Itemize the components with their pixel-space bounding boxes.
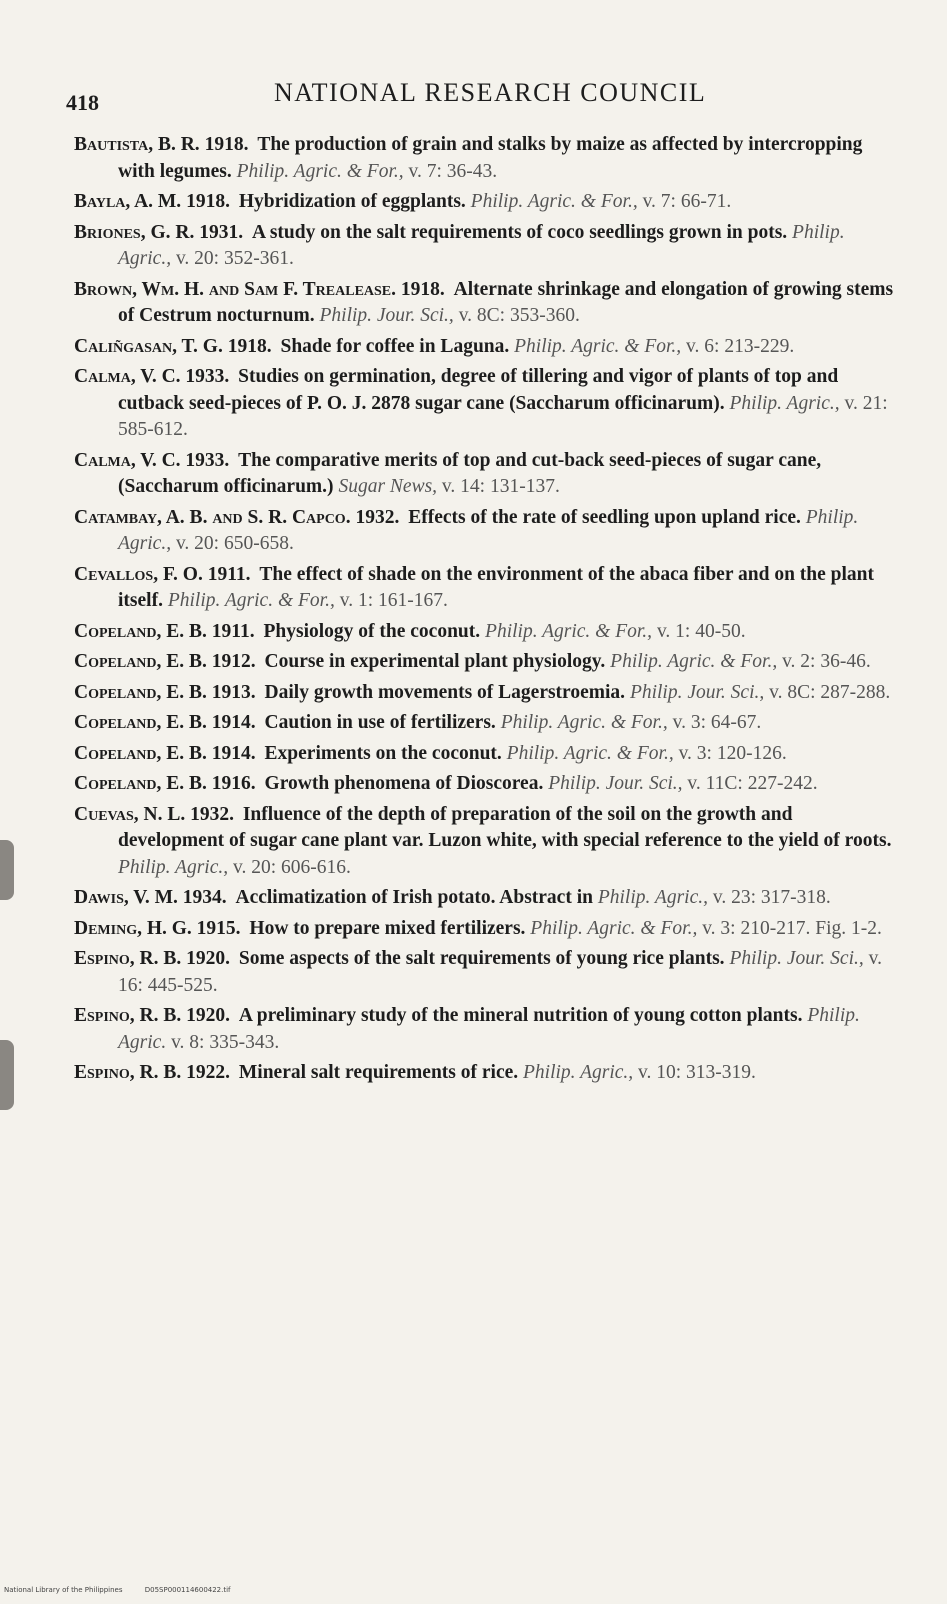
bibliography-entry — [74, 448, 894, 501]
entry-author: Copeland, E. B. — [74, 712, 207, 733]
entry-journal: Philip. Agric. & For., — [514, 335, 682, 357]
entry-citation: v. 20: 650-658. — [175, 533, 294, 554]
bibliography-entry — [74, 916, 894, 943]
entry-author: Espino, R. B. — [74, 1005, 182, 1026]
entry-year: 1914. — [211, 742, 256, 764]
entry-author: Calma, V. C. — [74, 366, 181, 387]
entry-journal: Philip. Jour. Sci., — [319, 305, 454, 326]
bibliography-entry — [74, 946, 894, 999]
entry-journal: Philip. Agric. & For., — [167, 590, 335, 611]
entry-year: 1922. — [186, 1062, 231, 1083]
bibliography-list — [74, 132, 894, 1091]
entry-author: Espino, R. B. — [74, 1062, 182, 1083]
bibliography-entry — [74, 885, 894, 912]
entry-citation: v. 16: 445-525. — [118, 948, 882, 996]
entry-author: Briones, G. R. — [74, 221, 195, 243]
entry-citation: v. 23: 317-318. — [712, 887, 831, 908]
footer-source: National Library of the Philippines — [4, 1586, 123, 1594]
bibliography-entry — [74, 334, 894, 361]
entry-citation: v. 8: 335-343. — [171, 1031, 280, 1053]
entry-journal: Philip. Agric., — [118, 221, 845, 269]
entry-journal: Philip. Agric. & For., — [610, 651, 778, 672]
entry-author: Catambay, A. B. and S. R. Capco. — [74, 506, 351, 528]
entry-title: The production of grain and stalks by maize as affected by intercropping with legumes. — [118, 134, 863, 182]
entry-author: Copeland, E. B. — [74, 773, 207, 794]
bibliography-entry — [74, 771, 894, 798]
entry-title: Mineral salt requirements of rice. — [238, 1062, 519, 1083]
entry-title: A preliminary study of the mineral nutrition of young cotton plants. — [238, 1005, 803, 1026]
entry-citation: v. 1: 40-50. — [656, 620, 746, 642]
entry-journal: Philip. Jour. Sci., — [629, 681, 765, 703]
entry-journal: Philip. Agric. & For., — [506, 742, 674, 764]
entry-title: The effect of shade on the environment of the abaca fiber and on the plant itself. — [118, 563, 875, 611]
entry-citation: v. 20: 606-616. — [233, 856, 351, 878]
entry-year: 1931. — [199, 221, 244, 243]
entry-author: Espino, R. B. — [74, 948, 182, 969]
entry-author: Copeland, E. B. — [74, 681, 207, 703]
bibliography-entry — [74, 741, 894, 768]
entry-title: Shade for coffee in Laguna. — [280, 335, 510, 357]
entry-citation: v. 7: 36-43. — [408, 160, 498, 182]
entry-journal: Philip. Jour. Sci., — [729, 948, 864, 969]
bibliography-entry — [74, 802, 894, 882]
running-head: NATIONAL RESEARCH COUNCIL — [274, 78, 707, 107]
entry-citation: v. 10: 313-319. — [638, 1062, 756, 1083]
bibliography-entry — [74, 1003, 894, 1056]
entry-journal: Philip. Agric. & For., — [236, 160, 404, 182]
entry-journal: Sugar News, — [338, 476, 438, 497]
bibliography-entry — [74, 220, 894, 273]
entry-citation: v. 8C: 353-360. — [458, 305, 580, 326]
bibliography-entry — [74, 364, 894, 444]
entry-title: Course in experimental plant physiology. — [264, 651, 606, 672]
bibliography-entry — [74, 562, 894, 615]
bibliography-entry — [74, 189, 894, 216]
entry-author: Bautista, B. R. — [74, 134, 200, 155]
entry-author: Copeland, E. B. — [74, 620, 207, 642]
bibliography-entry — [74, 277, 894, 330]
entry-journal: Philip. Agric., — [118, 856, 229, 878]
entry-title: A study on the salt requirements of coco seedlings grown in pots. — [251, 221, 788, 243]
entry-title: Studies on germination, degree of tillering and vigor of plants of top and cutback seed-pieces of P. O. J. 2878 sugar cane (Saccharum officinarum). — [118, 366, 839, 414]
bibliography-entry — [74, 619, 894, 646]
entry-title: Daily growth movements of Lagerstroemia. — [264, 681, 626, 703]
entry-year: 1911. — [207, 563, 251, 585]
footer-file: D05SP000114600422.tif — [144, 1586, 231, 1594]
entry-year: 1918. — [227, 335, 272, 357]
entry-year: 1913. — [211, 681, 256, 703]
entry-citation: v. 8C: 287-288. — [769, 681, 891, 703]
entry-citation: v. 11C: 227-242. — [687, 773, 818, 794]
entry-citation: v. 21: 585-612. — [118, 392, 888, 440]
bibliography-entry — [74, 680, 894, 707]
scan-edge-mark — [0, 1040, 14, 1110]
entry-author: Cuevas, N. L. — [74, 803, 186, 825]
scan-edge-mark — [0, 840, 14, 900]
entry-author: Dawis, V. M. — [74, 887, 178, 908]
entry-title: Influence of the depth of preparation of the soil on the growth and development of sugar cane plant var. Luzon white, with special reference to the yield of roots. — [118, 803, 892, 851]
entry-citation: v. 3: 64-67. — [672, 712, 762, 733]
entry-title: Effects of the rate of seedling upon upland rice. — [408, 506, 801, 528]
entry-journal: Philip. Agric., — [118, 506, 859, 554]
bibliography-entry — [74, 649, 894, 676]
entry-author: Cevallos, F. O. — [74, 563, 203, 585]
entry-author: Calma, V. C. — [74, 449, 181, 471]
entry-title: Caution in use of fertilizers. — [264, 712, 496, 733]
entry-year: 1911. — [211, 620, 255, 642]
entry-year: 1914. — [211, 712, 256, 733]
entry-citation: v. 14: 131-137. — [441, 476, 560, 497]
entry-title: The comparative merits of top and cut-back seed-pieces of sugar cane, (Saccharum officinarum.) — [118, 449, 822, 497]
bibliography-entry — [74, 1060, 894, 1087]
entry-title: Some aspects of the salt requirements of young rice plants. — [238, 948, 725, 969]
entry-journal: Philip. Agric. & For., — [485, 620, 653, 642]
entry-journal: Philip. Agric. & For., — [500, 712, 668, 733]
entry-journal: Philip. Agric. — [118, 1005, 860, 1053]
entry-year: 1920. — [186, 1005, 231, 1026]
entry-citation: v. 20: 352-361. — [175, 248, 294, 269]
entry-citation: v. 7: 66-71. — [642, 191, 732, 212]
entry-title: Alternate shrinkage and elongation of growing stems of Cestrum nocturnum. — [118, 278, 894, 326]
entry-journal: Philip. Agric., — [729, 392, 840, 414]
bibliography-entry — [74, 710, 894, 737]
entry-journal: Philip. Agric., — [523, 1062, 634, 1083]
bibliography-entry — [74, 505, 894, 558]
scan-footer — [4, 1586, 251, 1594]
entry-year: 1918. — [204, 134, 249, 155]
entry-title: Experiments on the coconut. — [264, 742, 502, 764]
entry-year: 1918. — [186, 191, 230, 212]
entry-title: Hybridization of eggplants. — [238, 191, 466, 212]
entry-year: 1933. — [185, 366, 230, 387]
entry-journal: Philip. Jour. Sci., — [548, 773, 683, 794]
entry-author: Caliñgasan, T. G. — [74, 335, 223, 357]
entry-journal: Philip. Agric., — [597, 887, 708, 908]
entry-title: Growth phenomena of Dioscorea. — [264, 773, 544, 794]
entry-author: Copeland, E. B. — [74, 742, 207, 764]
entry-author: Brown, Wm. H. and Sam F. Trealease. — [74, 278, 397, 300]
entry-year: 1933. — [185, 449, 230, 471]
entry-title: How to prepare mixed fertilizers. — [249, 917, 526, 939]
page-header — [62, 78, 892, 118]
entry-author: Bayla, A. M. — [74, 191, 182, 212]
entry-year: 1918. — [400, 278, 445, 300]
entry-author: Deming, H. G. — [74, 917, 192, 939]
page-number: 418 — [66, 90, 99, 115]
entry-year: 1932. — [355, 506, 400, 528]
entry-title: Physiology of the coconut. — [263, 620, 481, 642]
entry-title: Acclimatization of Irish potato. Abstract in — [235, 887, 593, 908]
entry-year: 1915. — [196, 917, 241, 939]
entry-year: 1912. — [211, 651, 256, 672]
entry-citation: v. 3: 120-126. — [678, 742, 787, 764]
entry-citation: v. 1: 161-167. — [339, 590, 448, 611]
entry-citation: v. 6: 213-229. — [686, 335, 795, 357]
entry-year: 1920. — [186, 948, 231, 969]
entry-citation: v. 3: 210-217. Fig. 1-2. — [702, 917, 882, 939]
entry-author: Copeland, E. B. — [74, 651, 207, 672]
entry-journal: Philip. Agric. & For., — [470, 191, 638, 212]
entry-journal: Philip. Agric. & For., — [530, 917, 698, 939]
entry-year: 1916. — [211, 773, 256, 794]
entry-year: 1932. — [190, 803, 234, 825]
entry-year: 1934. — [182, 887, 227, 908]
bibliography-entry — [74, 132, 894, 185]
entry-citation: v. 2: 36-46. — [782, 651, 871, 672]
